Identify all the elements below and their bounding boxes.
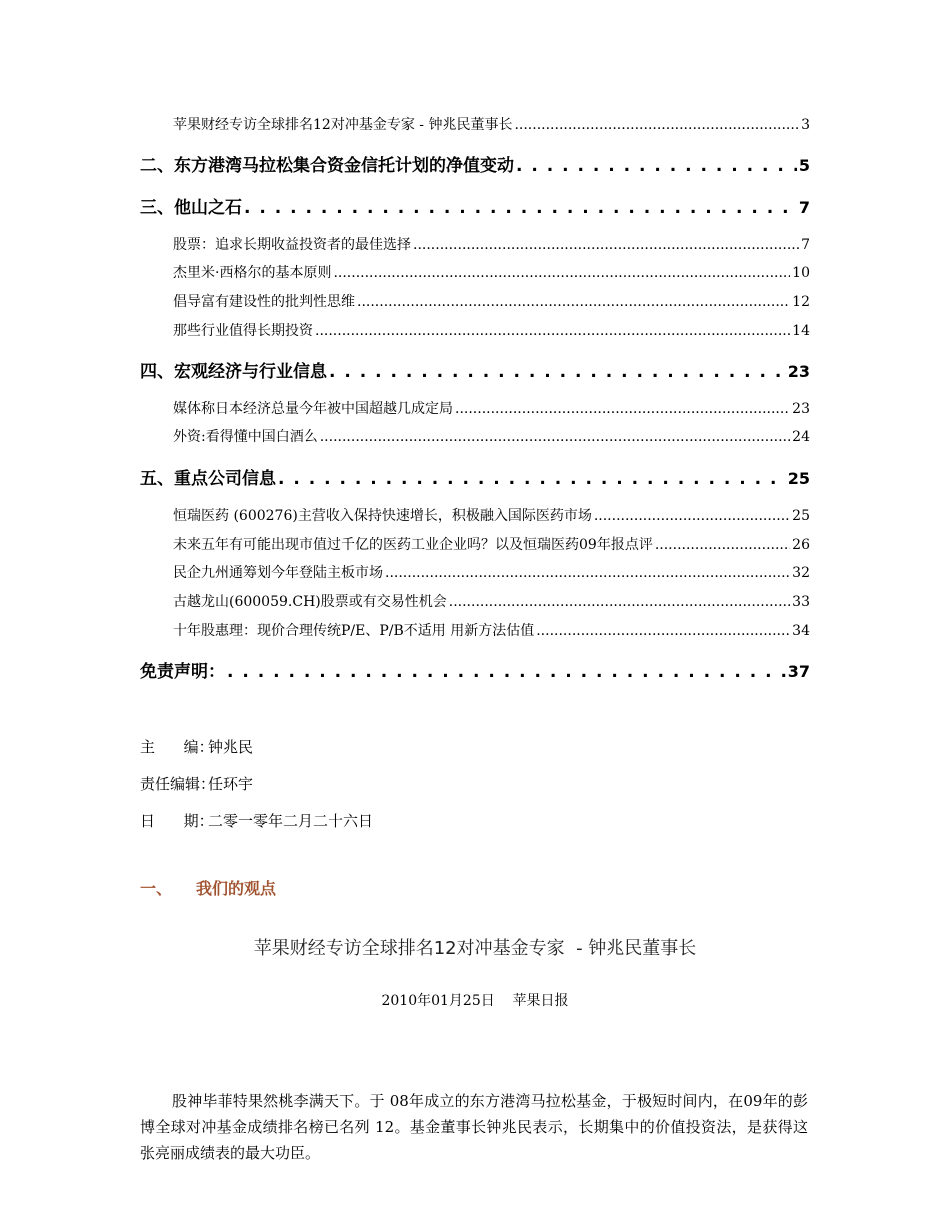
- toc-entry-page: 32: [792, 565, 810, 581]
- toc-entry-title: 未来五年有可能出现市值过千亿的医药工业企业吗？以及恒瑞医药09年报点评: [173, 537, 653, 553]
- toc-section-entry[interactable]: [140, 464, 810, 489]
- credit-date: [140, 810, 373, 831]
- toc-entry-page: 24: [792, 429, 810, 445]
- toc-leader-dots: [594, 508, 790, 524]
- toc-entry[interactable]: [173, 505, 810, 525]
- toc-entry-page: 12: [792, 294, 810, 310]
- toc-entry-page: 33: [792, 594, 810, 610]
- toc-leader-dots: [357, 294, 790, 310]
- toc-entry-title: 免责声明：: [140, 662, 225, 682]
- toc-entry[interactable]: [173, 562, 810, 582]
- toc-entry-title: 倡导富有建设性的批判性思维: [173, 294, 355, 310]
- credit-label: 日 期：: [140, 812, 214, 830]
- credit-responsible-editor: [140, 773, 253, 794]
- toc-entry-page: 25: [787, 469, 810, 488]
- toc-section-entry[interactable]: [140, 193, 810, 218]
- toc-entry-page: 14: [792, 323, 810, 339]
- toc-entry-title: 二、东方港湾马拉松集合资金信托计划的净值变动: [140, 156, 514, 176]
- toc-section-entry[interactable]: [140, 151, 810, 176]
- toc-entry[interactable]: [173, 234, 810, 254]
- toc-leader-dots: [655, 537, 790, 553]
- toc-leader-dots: [455, 401, 790, 417]
- toc-leader-dots: [449, 594, 790, 610]
- credit-value: 二零一零年二月二十六日: [208, 812, 374, 830]
- credit-label: 主 编：: [140, 738, 214, 756]
- toc-entry[interactable]: [173, 291, 810, 311]
- credit-value: 任环宇: [208, 775, 254, 793]
- credit-value: 钟兆民: [208, 738, 254, 756]
- section-heading: [140, 876, 276, 899]
- toc-entry-page: 10: [792, 265, 810, 281]
- toc-leader-dots: [413, 237, 799, 253]
- toc-entry-page: 23: [787, 362, 810, 381]
- toc-entry-title: 三、他山之石: [140, 198, 242, 218]
- toc-entry[interactable]: [173, 534, 810, 554]
- toc-entry-title: 苹果财经专访全球排名12对冲基金专家 - 钟兆民董事长: [173, 117, 513, 133]
- article-dateline: 2010年01月25日 苹果日报: [381, 993, 569, 1009]
- toc-entry-title: 五、重点公司信息: [140, 469, 276, 489]
- toc-entry-page: 25: [792, 508, 810, 524]
- toc-entry[interactable]: [173, 426, 810, 446]
- toc-entry-page: 5: [798, 156, 810, 175]
- toc-entry-page: 37: [787, 662, 810, 681]
- toc-section-entry[interactable]: [140, 357, 810, 382]
- toc-leader-dots: [333, 265, 790, 281]
- toc-entry-title: 民企九州通筹划今年登陆主板市场: [173, 565, 383, 581]
- toc-entry-page: 3: [801, 117, 810, 133]
- toc-entry-title: 股票：追求长期收益投资者的最佳选择: [173, 237, 411, 253]
- toc-entry-title: 那些行业值得长期投资: [173, 323, 313, 339]
- toc-entry[interactable]: [173, 591, 810, 611]
- section-number: 一、: [140, 879, 173, 898]
- toc-leader-dots: [227, 662, 786, 682]
- toc-entry-page: 23: [792, 401, 810, 417]
- toc-leader-dots: [315, 323, 790, 339]
- toc-leader-dots: [244, 198, 797, 218]
- toc-entry[interactable]: [173, 398, 810, 418]
- toc-entry-title: 恒瑞医药 (600276)主营收入保持快速增长，积极融入国际医药市场: [173, 508, 592, 524]
- toc-entry-title: 古越龙山(600059.CH)股票或有交易性机会: [173, 594, 447, 610]
- toc-entry-title: 四、宏观经济与行业信息: [140, 362, 327, 382]
- credit-editor: [140, 736, 253, 757]
- toc-leader-dots: [516, 156, 797, 176]
- article-title: 苹果财经专访全球排名12对冲基金专家 - 钟兆民董事长: [253, 938, 697, 959]
- toc-entry-title: 媒体称日本经济总量今年被中国超越几成定局: [173, 401, 453, 417]
- toc-entry[interactable]: [173, 320, 810, 340]
- toc-leader-dots: [536, 623, 790, 639]
- toc-leader-dots: [320, 429, 790, 445]
- toc-entry-title: 十年股惠理：现价合理传统P/E、P/B不适用 用新方法估值: [173, 623, 535, 639]
- toc-leader-dots: [385, 565, 790, 581]
- toc-entry-page: 34: [792, 623, 810, 639]
- toc-entry[interactable]: [173, 262, 810, 282]
- toc-section-entry[interactable]: [140, 657, 810, 682]
- toc-entry[interactable]: [173, 620, 810, 640]
- toc-entry-page: 7: [801, 237, 810, 253]
- section-title: 我们的观点: [196, 879, 277, 898]
- toc-entry-title: 外资:看得懂中国白酒么: [173, 429, 318, 445]
- toc-entry[interactable]: [173, 114, 810, 134]
- toc-leader-dots: [514, 117, 799, 133]
- toc-leader-dots: [278, 469, 786, 489]
- toc-entry-page: 7: [798, 198, 810, 217]
- toc-leader-dots: [329, 362, 786, 382]
- toc-entry-page: 26: [792, 537, 810, 553]
- toc-entry-title: 杰里米·西格尔的基本原则: [173, 265, 332, 281]
- article-paragraph: 股神毕菲特果然桃李满天下。于 08年成立的东方港湾马拉松基金，于极短时间内，在09年的彭博全球对冲基金成绩排名榜已名列 12。基金董事长钟兆民表示，长期集中的价值投资法，是获得这张亮丽成绩表的最大功臣。: [140, 1092, 808, 1162]
- credit-label: 责任编辑：: [140, 775, 216, 793]
